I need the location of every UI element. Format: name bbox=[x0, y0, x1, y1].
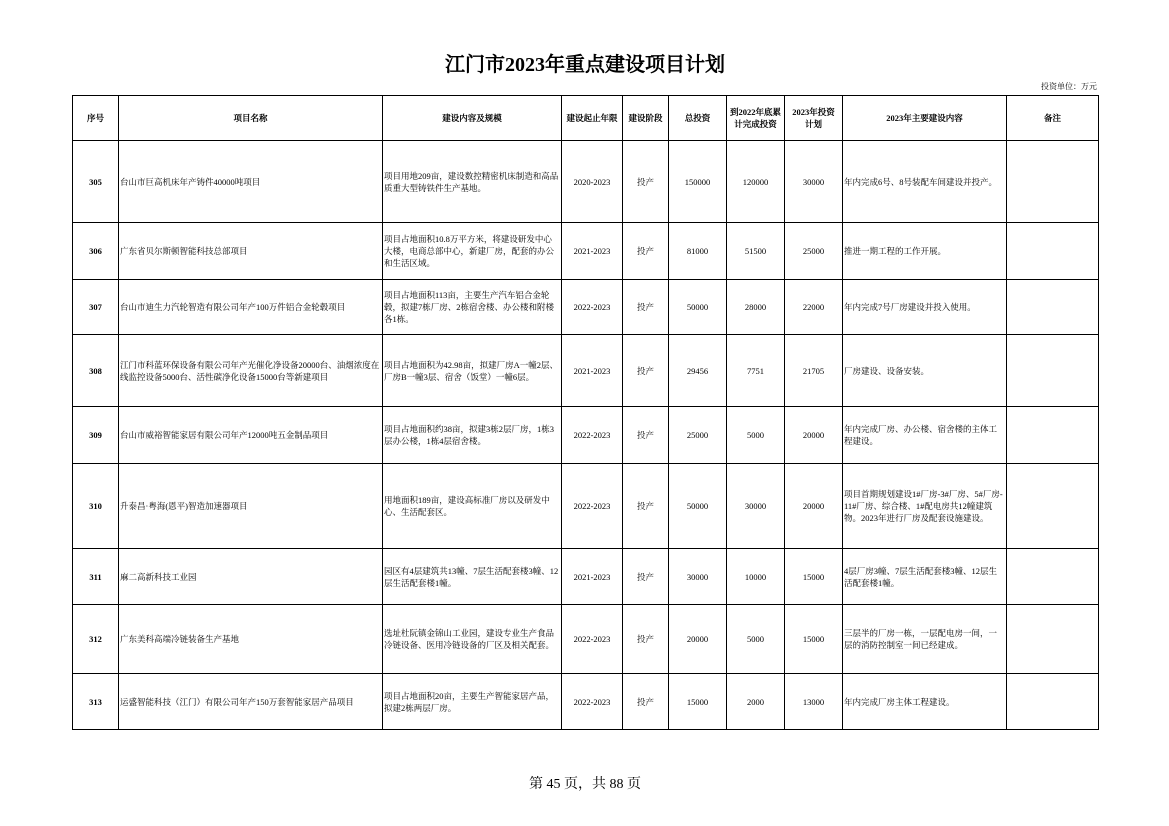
table-row bbox=[73, 549, 1099, 605]
construction-stage: 投产 bbox=[623, 549, 669, 605]
project-name: 江门市科蓝环保设备有限公司年产光催化净设备20000台、油烟浓度在线监控设备5000台、活性碳净化设备15000台等新建项目 bbox=[119, 335, 383, 407]
construction-period: 2022-2023 bbox=[562, 674, 623, 730]
investment-plan-2023: 22000 bbox=[785, 280, 843, 335]
construction-stage: 投产 bbox=[623, 335, 669, 407]
main-content-2023: 推进一期工程的工作开展。 bbox=[843, 223, 1007, 280]
construction-scale: 园区有4层建筑共13幢、7层生活配套楼3幢、12层生活配套楼1幢。 bbox=[383, 549, 562, 605]
remark bbox=[1007, 335, 1099, 407]
total-investment: 20000 bbox=[669, 605, 727, 674]
construction-period: 2022-2023 bbox=[562, 407, 623, 464]
unit-label: 投资单位：万元 bbox=[1041, 82, 1097, 91]
total-investment: 25000 bbox=[669, 407, 727, 464]
construction-scale: 项目用地209亩，建设数控精密机床制造和高品质重大型铸铁件生产基地。 bbox=[383, 141, 562, 223]
remark bbox=[1007, 674, 1099, 730]
construction-stage: 投产 bbox=[623, 674, 669, 730]
page-footer: 第 45 页，共 88 页 bbox=[529, 777, 641, 792]
projects-table bbox=[72, 95, 1099, 730]
header-period: 建设起止年限 bbox=[562, 96, 623, 141]
row-no: 306 bbox=[73, 223, 119, 280]
total-investment: 50000 bbox=[669, 464, 727, 549]
project-name: 麻二高新科技工业园 bbox=[119, 549, 383, 605]
investment-done-2022: 120000 bbox=[727, 141, 785, 223]
main-content-2023: 4层厂房3幢、7层生活配套楼3幢、12层生活配套楼1幢。 bbox=[843, 549, 1007, 605]
project-name: 台山市威裕智能家居有限公司年产12000吨五金制品项目 bbox=[119, 407, 383, 464]
remark bbox=[1007, 223, 1099, 280]
header-no: 序号 bbox=[73, 96, 119, 141]
investment-done-2022: 2000 bbox=[727, 674, 785, 730]
investment-done-2022: 10000 bbox=[727, 549, 785, 605]
table-row bbox=[73, 674, 1099, 730]
remark bbox=[1007, 605, 1099, 674]
main-content-2023: 年内完成厂房、办公楼、宿舍楼的主体工程建设。 bbox=[843, 407, 1007, 464]
total-investment: 81000 bbox=[669, 223, 727, 280]
main-content-2023: 三层半的厂房一栋，一层配电房一间，一层的消防控制室一间已经建成。 bbox=[843, 605, 1007, 674]
investment-done-2022: 51500 bbox=[727, 223, 785, 280]
main-content-2023: 年内完成7号厂房建设并投入使用。 bbox=[843, 280, 1007, 335]
header-name: 项目名称 bbox=[119, 96, 383, 141]
construction-stage: 投产 bbox=[623, 464, 669, 549]
construction-scale: 项目占地面积10.8万平方米，将建设研发中心大楼，电商总部中心，新建厂房，配套的办公和生活区域。 bbox=[383, 223, 562, 280]
project-name: 运盛智能科技（江门）有限公司年产150万套智能家居产品项目 bbox=[119, 674, 383, 730]
remark bbox=[1007, 280, 1099, 335]
header-row bbox=[73, 96, 1099, 141]
project-name: 升泰昌·粤海(恩平)智造加速器项目 bbox=[119, 464, 383, 549]
construction-period: 2021-2023 bbox=[562, 549, 623, 605]
construction-period: 2020-2023 bbox=[562, 141, 623, 223]
total-investment: 29456 bbox=[669, 335, 727, 407]
project-name: 广东省贝尔斯顿智能科技总部项目 bbox=[119, 223, 383, 280]
total-investment: 150000 bbox=[669, 141, 727, 223]
table-row bbox=[73, 407, 1099, 464]
construction-period: 2022-2023 bbox=[562, 464, 623, 549]
header-scale: 建设内容及规模 bbox=[383, 96, 562, 141]
row-no: 308 bbox=[73, 335, 119, 407]
construction-stage: 投产 bbox=[623, 605, 669, 674]
table-row bbox=[73, 141, 1099, 223]
main-content-2023: 年内完成厂房主体工程建设。 bbox=[843, 674, 1007, 730]
project-name: 台山市巨高机床年产铸件40000吨项目 bbox=[119, 141, 383, 223]
investment-plan-2023: 25000 bbox=[785, 223, 843, 280]
table-row bbox=[73, 223, 1099, 280]
construction-scale: 项目占地面积约38亩，拟建3栋2层厂房，1栋3层办公楼，1栋4层宿舍楼。 bbox=[383, 407, 562, 464]
row-no: 305 bbox=[73, 141, 119, 223]
header-done-2022: 到2022年底累计完成投资 bbox=[727, 96, 785, 141]
project-name: 台山市迪生力汽轮智造有限公司年产100万件铝合金轮毂项目 bbox=[119, 280, 383, 335]
header-total: 总投资 bbox=[669, 96, 727, 141]
construction-stage: 投产 bbox=[623, 407, 669, 464]
investment-done-2022: 28000 bbox=[727, 280, 785, 335]
table-row bbox=[73, 464, 1099, 549]
construction-scale: 用地面积189亩，建设高标准厂房以及研发中心、生活配套区。 bbox=[383, 464, 562, 549]
header-content-2023: 2023年主要建设内容 bbox=[843, 96, 1007, 141]
construction-stage: 投产 bbox=[623, 141, 669, 223]
row-no: 310 bbox=[73, 464, 119, 549]
construction-period: 2021-2023 bbox=[562, 335, 623, 407]
table-row bbox=[73, 280, 1099, 335]
investment-done-2022: 5000 bbox=[727, 605, 785, 674]
investment-plan-2023: 15000 bbox=[785, 605, 843, 674]
investment-plan-2023: 30000 bbox=[785, 141, 843, 223]
row-no: 312 bbox=[73, 605, 119, 674]
main-content-2023: 项目首期规划建设1#厂房-3#厂房、5#厂房-11#厂房、综合楼、1#配电房共12幢建筑物。2023年进行厂房及配套设施建设。 bbox=[843, 464, 1007, 549]
construction-stage: 投产 bbox=[623, 280, 669, 335]
investment-done-2022: 5000 bbox=[727, 407, 785, 464]
page-title: 江门市2023年重点建设项目计划 bbox=[445, 54, 725, 76]
construction-period: 2022-2023 bbox=[562, 605, 623, 674]
construction-stage: 投产 bbox=[623, 223, 669, 280]
investment-plan-2023: 15000 bbox=[785, 549, 843, 605]
construction-period: 2021-2023 bbox=[562, 223, 623, 280]
row-no: 307 bbox=[73, 280, 119, 335]
row-no: 313 bbox=[73, 674, 119, 730]
main-content-2023: 年内完成6号、8号装配车间建设并投产。 bbox=[843, 141, 1007, 223]
header-stage: 建设阶段 bbox=[623, 96, 669, 141]
header-remark: 备注 bbox=[1007, 96, 1099, 141]
construction-scale: 项目占地面积20亩，主要生产智能家居产品，拟建2栋两层厂房。 bbox=[383, 674, 562, 730]
construction-period: 2022-2023 bbox=[562, 280, 623, 335]
table-row bbox=[73, 335, 1099, 407]
header-plan-2023: 2023年投资计划 bbox=[785, 96, 843, 141]
remark bbox=[1007, 464, 1099, 549]
construction-scale: 项目占地面积113亩，主要生产汽车铝合金轮毂，拟建7栋厂房、2栋宿舍楼、办公楼和附楼各1栋。 bbox=[383, 280, 562, 335]
construction-scale: 项目占地面积为42.98亩，拟建厂房A一幢2层、厂房B一幢3层、宿舍（饭堂）一幢6层。 bbox=[383, 335, 562, 407]
remark bbox=[1007, 141, 1099, 223]
table-row bbox=[73, 605, 1099, 674]
main-content-2023: 厂房建设、设备安装。 bbox=[843, 335, 1007, 407]
investment-done-2022: 7751 bbox=[727, 335, 785, 407]
total-investment: 15000 bbox=[669, 674, 727, 730]
investment-plan-2023: 20000 bbox=[785, 407, 843, 464]
total-investment: 30000 bbox=[669, 549, 727, 605]
total-investment: 50000 bbox=[669, 280, 727, 335]
remark bbox=[1007, 407, 1099, 464]
project-name: 广东美科高端冷链装备生产基地 bbox=[119, 605, 383, 674]
row-no: 309 bbox=[73, 407, 119, 464]
investment-plan-2023: 21705 bbox=[785, 335, 843, 407]
construction-scale: 选址杜阮镇金锦山工业园，建设专业生产食品冷链设备、医用冷链设备的厂区及相关配套。 bbox=[383, 605, 562, 674]
row-no: 311 bbox=[73, 549, 119, 605]
remark bbox=[1007, 549, 1099, 605]
investment-plan-2023: 20000 bbox=[785, 464, 843, 549]
investment-done-2022: 30000 bbox=[727, 464, 785, 549]
investment-plan-2023: 13000 bbox=[785, 674, 843, 730]
